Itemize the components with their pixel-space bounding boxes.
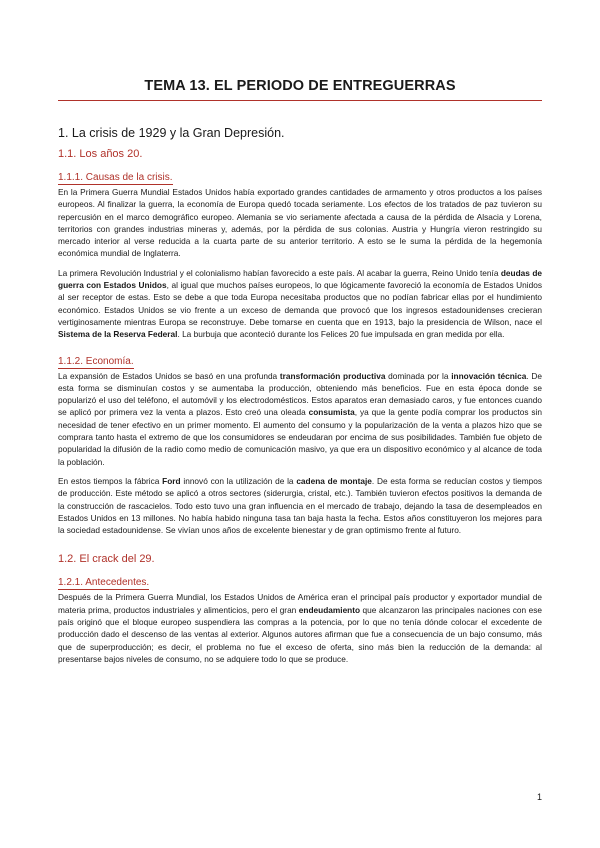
section-1-2-heading: 1.2. El crack del 29.	[58, 553, 155, 566]
text-run: . La burbuja que aconteció durante los Felices 20 fue impulsada en gran medida por ella.	[177, 329, 505, 340]
text-run: En estos tiempos la fábrica	[58, 475, 163, 486]
document-title: TEMA 13. EL PERIODO DE ENTREGUERRAS	[144, 78, 456, 94]
page-number: 1	[536, 792, 542, 802]
bold-term: deudas de guerra con Estados Unidos	[58, 267, 542, 291]
text-run: dominada por la	[385, 370, 452, 381]
bold-term: transformación productiva	[279, 370, 386, 381]
section-1-heading: 1. La crisis de 1929 y la Gran Depresión.	[58, 126, 285, 140]
title-divider	[58, 100, 542, 101]
section-1-1-heading: 1.1. Los años 20.	[58, 148, 143, 160]
section-1-1-1-heading: 1.1.1. Causas de la crisis.	[58, 172, 173, 183]
text-run: . De esta forma se disminuían costos y se aumentaba la producción, obteniendo más beneficios. Fue en esta época donde se popularizó el uso del teléfono, el automóvil y los electrodomésticos. Estos aparatos eran demasiado caros, y fue entonces cuando se aplicó por primera vez la venta a plazos. Esto creó una oleada	[58, 370, 542, 418]
section-1-1-2-heading: 1.1.2. Economía.	[58, 355, 134, 367]
text-run: innovó con la utilización de la	[180, 475, 297, 486]
causes-paragraph-2	[58, 267, 542, 341]
antecedents-paragraph	[58, 591, 542, 665]
causes-paragraph-1: En la Primera Guerra Mundial Estados Unidos había exportado grandes cantidades de armamento y otros productos a los países europeos. Al finalizar la guerra, la economía de Europa quedó tocada seriamente. Los efectos de los tratados de paz tuvieron su repercusión en el marco demográfico europeo. Alemania se vio seriamente afectada a causa de la pérdida de Alsacia y Lorena, territorios con grandes industrias mineras y, además, por la pérdida de sus colonias. Austria y Hungría vieron restringido su mercado interior al verse reducida a la cuarta parte de su anterior territorio. A esto se le suma la pérdida de la hegemonía económica mundial de Inglaterra.	[58, 187, 542, 259]
bold-term: consumista	[308, 407, 355, 418]
bold-term: innovación técnica	[451, 370, 527, 381]
bold-term: endeudamiento	[298, 604, 361, 615]
text-run: , al igual que muchos países europeos, lo que lógicamente favoreció la economía de Estados Unidos al ser receptor de estas. Esto se debe a que toda Europa necesitaba productos que no podían fabricar ellas por el hundimiento económico. Estados Unidos se vio frente a un exceso de demanda que provocó que los ingresos estadounidenses crecieran vertiginosamente mientras Europa se reconstruye. Debe tomarse en cuenta que en 1913, bajo la presidencia de Wilson, nace el	[58, 280, 542, 327]
bold-term: Ford	[162, 475, 181, 486]
economy-paragraph-1	[58, 370, 542, 468]
section-1-2-1-heading: 1.2.1. Antecedentes.	[58, 577, 150, 589]
text-run: . De esta forma se reducían costos y tiempos de producción. Este método se aplicó a otros sectores (siderurgia, cristal, etc.). También tuvieron efectos positivos la demanda de la construcción de rascacielos. Todo esto tuvo una gran influencia en el mercado de trabajo, dejando la tasa de desempleados en Estados Unidos en 13 millones. No había habido ninguna tasa tan baja hasta la fecha. Estos años constituyeron los mejores para la sociedad estadounidense. Se vivían unos años de excelente bienestar y de gran optimismo frente al futuro.	[58, 475, 542, 536]
bold-term: cadena de montaje	[296, 475, 372, 486]
bold-term: Sistema de la Reserva Federal	[58, 329, 178, 340]
text-run: La primera Revolución Industrial y el colonialismo habían favorecido a este país. Al acabar la guerra, Reino Unido tenía	[58, 267, 501, 278]
economy-paragraph-2	[58, 475, 542, 536]
text-run: La expansión de Estados Unidos se basó en una profunda	[58, 370, 280, 381]
text-run: Después de la Primera Guerra Mundial, los Estados Unidos de América eran el principal país productor y exportador mundial de materia prima, productos industriales y alimenticios, pero el gran	[58, 592, 542, 615]
document-body	[58, 126, 542, 672]
text-run: que alcanzaron las principales naciones con ese país originó que el bloque europeo suspendiera las compras a la potencia, por lo que no tenía dónde colocar el excedente de producción dado el descenso de las ventas al exterior. Algunos autores afirman que fue a consecuencia de un bajo consumo, más que de superproducción; es decir, el problema no fue el exceso de oferta, sino más bien la reducción de la demanda: al presentarse bajos niveles de consumo, no se adquiere todo lo que se produce.	[58, 604, 542, 664]
text-run: , ya que la gente podía comprar los productos sin necesidad de tener efectivo en un primer momento. El aumento del consumo y la popularización de la venta a plazos hizo que se comprara tanto hasta el extremo de que los consumidores se endeudaran por encima de sus posibilidades. También fue objeto de popularidad la difusión de la radio como medio de comunicación masivo, ya que era un dispositivo económico y al alcance de toda la población.	[58, 407, 543, 467]
